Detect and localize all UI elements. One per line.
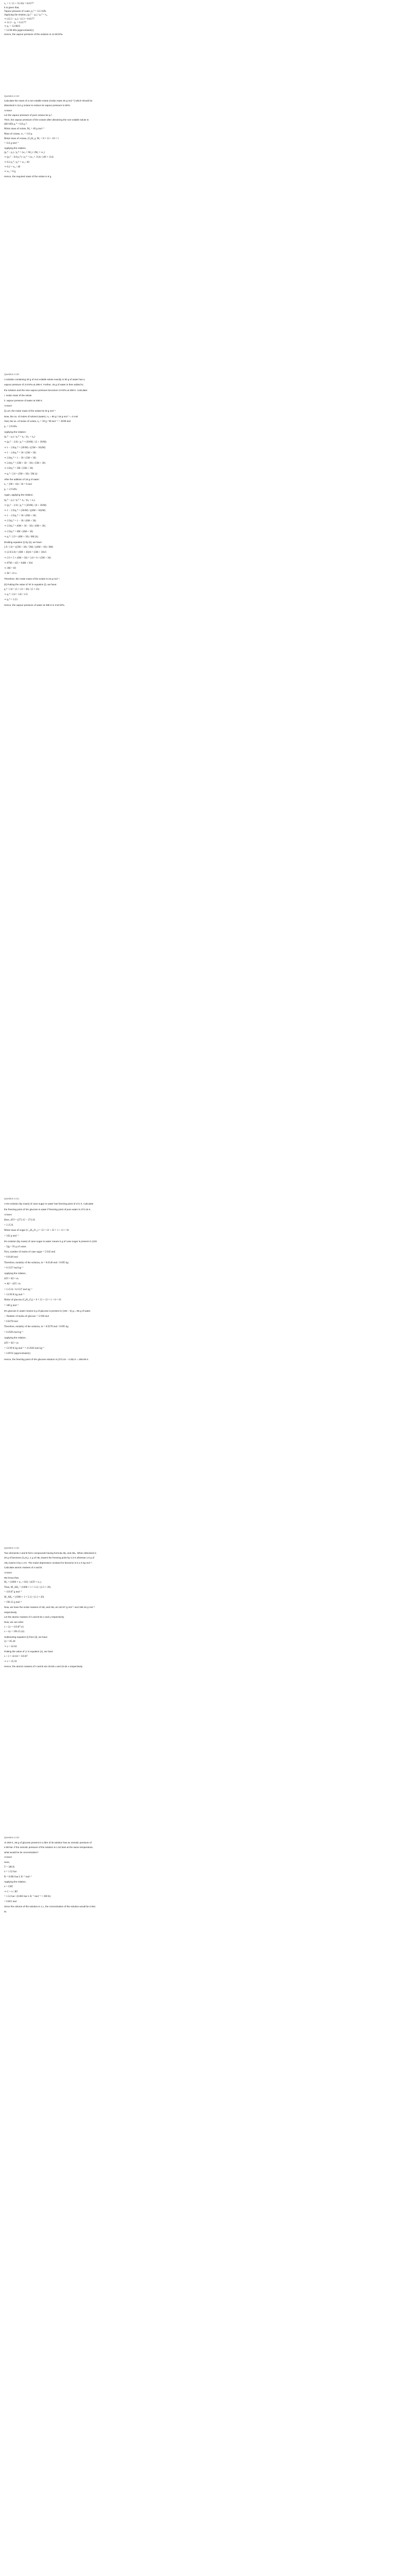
equation-line: p₁ = 2.9 kPa: [4, 488, 17, 492]
text-line: what would be its concentration?: [4, 1851, 39, 1854]
equation-line: x₁ = 1 / (1 + 55.56) = 0.0177: [4, 3, 34, 5]
equation-line: = 13.99 K kg mol⁻¹: [4, 1294, 25, 1297]
section-q222: [4, 1546, 416, 1669]
equation-line: Therefore, molality of the solution, m = 0.0146 mol / 0.095 kg: [4, 1261, 68, 1264]
text-line: Now, we can write:: [4, 1620, 24, 1623]
equation-line: n₁ = (90 + 18) / 18 = 6 mol: [4, 483, 32, 486]
question-heading: Question 2.21:: [4, 1197, 20, 1200]
equation-line: ⇒ C = π / RT: [4, 1890, 18, 1893]
section-q220: [4, 372, 416, 608]
text-line: A solution containing 30 g of non-volatile solute exactly in 90 g of water has a: [4, 378, 85, 381]
equation-line: = 1.52 bar / (0.083 bar L K⁻¹ mol⁻¹ × 300 K): [4, 1895, 51, 1899]
equation-line: ⇒ 0.2 p₁⁰ / p₁⁰ = w₂ / 40: [4, 161, 29, 164]
equation-line: = 110.87 g mol⁻¹: [4, 1591, 22, 1594]
text-line: A 5% solution (by mass) of cane sugar in water has freezing point of 271 K. Calculate: [4, 1202, 94, 1206]
equation-line: ⇒ p₁⁰ / 2.8 = (5M + 30) / 5M (i): [4, 472, 38, 476]
equation-line: ⇒ (p₁⁰ − 0.8 p₁⁰) / p₁⁰ = (w₂ × 114) / (40 × 114): [4, 156, 54, 159]
text-line: Here,: [4, 1860, 10, 1863]
equation-line: ⇒ p₁⁰ / 2.8 = 145 / 115: [4, 593, 28, 596]
text-line: ii. vapour pressure of water at 298 K.: [4, 399, 43, 402]
text-line: Hence, the vapour pressure of the solution is 12.08 kPa.: [4, 33, 63, 36]
equation-line: p₁⁰ / 2.8 = (5 × 23 + 30) / (5 × 23): [4, 588, 40, 591]
equation-line: (p₁⁰ − p₁) / p₁⁰ = n₂ / (n₁ + n₂): [4, 436, 35, 439]
equation-line: 2y = 85.28: [4, 1640, 15, 1643]
text-line: Again, applying the relation:: [4, 494, 33, 497]
equation-line: (80/100) p₁⁰ = 0.8 p₁⁰.: [4, 123, 28, 126]
section-q223: [4, 1835, 416, 1914]
equation-line: T = 300 K: [4, 1866, 15, 1869]
text-line: Then, the vapour pressure of the octane after dissolving the non-volatile solute is: [4, 118, 89, 121]
equation-line: ⇒ 1 − 2.9/p₁⁰ = 30 / (6M + 30): [4, 515, 36, 518]
text-line: Applying the relation:: [4, 431, 26, 434]
equation-line: Therefore, molality of the solution, m = 0.0278 mol / 0.095 kg: [4, 1326, 68, 1329]
equation-line: M₂ = (1000 × w₂ × Kf) / (ΔTf × w₁): [4, 1581, 41, 1584]
text-line: Applying the relation,: [4, 1880, 26, 1884]
answer-label: Answer: [4, 404, 12, 408]
equation-line: ⇒ p₁⁰ = 3.53: [4, 599, 18, 602]
section-q219: [4, 94, 416, 179]
answer-label: Answer: [4, 109, 12, 112]
equation-line: ⇒ Kf = ΔTf / m: [4, 1283, 21, 1286]
equation-line: x + 2y = 110.87 (i): [4, 1625, 24, 1629]
answer-label: Answer: [4, 1856, 12, 1859]
equation-line: ⇒ 2.9/p₁⁰ = 1 − 30 / (6M + 30): [4, 520, 36, 523]
equation-line: ⇒ 87M + 435 = 84M + 504: [4, 562, 33, 565]
section-q221: [4, 1196, 416, 1362]
equation-line: ⇒ (12.3 − p₁) / 12.3 = 0.0177: [4, 18, 34, 21]
equation-line: R = 0.083 bar L K⁻¹ mol⁻¹: [4, 1875, 32, 1878]
equation-line: ∴ Number of moles of glucose = 5/180 mol: [4, 1315, 49, 1318]
text-line: Now, we have the molar masses of AB₂ and AB₄ as 110.87 g mol⁻¹ and 196.15 g mol⁻¹: [4, 1606, 95, 1609]
question-heading: Question 2.20:: [4, 373, 20, 376]
equation-line: Applying the relation, (p₁⁰ − p₁) / p₁⁰ = x₂: [4, 14, 48, 17]
equation-line: ⇒ 3M = 69: [4, 567, 16, 570]
text-line: 4.98 bar. If the osmotic pressure of the solution is 1.52 bars at the same temperature,: [4, 1846, 94, 1849]
equation-line: x + 4y = 196.15 (ii): [4, 1631, 25, 1634]
equation-line: Mass of octane, w₁ = 114 g: [4, 132, 32, 135]
text-line: Calculate atomic masses of A and B.: [4, 1566, 43, 1569]
text-line: Calculate the mass of a non-volatile solute (molar mass 40 g mol⁻¹) which should be: [4, 99, 93, 103]
text-line: Subtracting equation (i) from (ii), we have: [4, 1635, 47, 1638]
text-line: Therefore, the molar mass of the solute is 23 g mol⁻¹.: [4, 578, 60, 581]
text-line: Two elements A and B form compounds having formula AB₂ and AB₄. When dissolved in: [4, 1551, 97, 1554]
text-line: Hence, the freezing point of 5% glucose solution is (273.15 − 4.09) K = 269.06 K.: [4, 1358, 89, 1361]
equation-line: ⇒ (p₁⁰ − 2.9) / p₁⁰ = (30/M) / (6 + 30/M): [4, 504, 47, 507]
question-heading: Question 2.22:: [4, 1547, 20, 1549]
text-line: the freezing point of 5% glucose in water if freezing point of pure water is 273.15 K.: [4, 1208, 91, 1211]
equation-line: Molar mass of octane, (C₈H₁₈), M₁ = 8 × 12 + 18 × 1: [4, 137, 59, 140]
text-line: Applying the relation,: [4, 1336, 26, 1340]
equation-line: ⇒ 2.8/p₁⁰ = 5M / (5M + 30): [4, 467, 33, 470]
text-line: Hence, the atomic masses of A and B are 25.59 u and 42.64 u respectively.: [4, 1665, 83, 1668]
text-line: AB₄ lowers it by 1.3 K. The molar depression constant for benzene is 5.1 K kg mol⁻¹.: [4, 1561, 93, 1564]
equation-line: ⇒ 1 − 2.8/p₁⁰ = 30 / (5M + 30): [4, 451, 36, 454]
equation-line: = 196.15 g mol⁻¹: [4, 1601, 22, 1604]
equation-line: Here, ΔTf = (273.15 − 271) K: [4, 1218, 36, 1222]
text-line: 5% glucose in water means 5 g of glucose is present in (100 − 5) g = 95 g of water.: [4, 1310, 91, 1313]
equation-line: ΔTf = Kf × m: [4, 1277, 19, 1280]
equation-line: (p₁⁰ − p₁) / p₁⁰ = (w₂ × M₁) / (M₂ × w₁): [4, 151, 45, 155]
equation-line: ⇒ 1 − 2.8/p₁⁰ = (30/M) / ((5M + 30)/M): [4, 446, 46, 449]
equation-line: Then, M_AB₂ = (1000 × 1 × 5.1) / (2.3 × 20): [4, 1586, 51, 1589]
equation-line: ⇒ 1 − 2.9/p₁⁰ = (30/M) / ((6M + 30)/M): [4, 509, 46, 512]
equation-line: = 0.061 mol: [4, 1900, 17, 1903]
equation-line: Molar mass of solute, M₂ = 40 g mol⁻¹: [4, 128, 45, 131]
answer-label: Answer: [4, 1213, 12, 1216]
text-line: (ii) Putting the value of 'M' in equation (i), we have:: [4, 583, 57, 586]
text-line: At 300 K, 36 g of glucose present in a litre of its solution has an osmotic pressure of: [4, 1841, 92, 1844]
equation-line: = 0.0146 mol: [4, 1256, 18, 1259]
text-line: (i) Let, the molar mass of the solute be M g mol⁻¹: [4, 410, 56, 413]
equation-line: M_AB₄ = (1000 × 1 × 5.1) / (1.3 × 20): [4, 1596, 44, 1599]
equation-line: ⇒ 12.3 − p₁ = 0.2177: [4, 21, 26, 24]
equation-line: ⇒ x = 25.59: [4, 1660, 17, 1663]
text-line: i. molar mass of the solute: [4, 394, 32, 397]
equation-line: = 342 g mol⁻¹: [4, 1234, 19, 1238]
equation-line: = 0.0278 mol: [4, 1320, 18, 1323]
equation-line: ⇒ M = 23 u: [4, 572, 16, 575]
text-line: M.: [4, 1910, 7, 1913]
text-line: vapour pressure of 2.8 kPa at 298 K. Further, 18 g of water is then added to: [4, 383, 83, 386]
text-line: Let the vapour pressure of pure octane be p₁⁰.: [4, 113, 53, 116]
text-line: the solution and the new vapour pressure becomes 2.9 kPa at 298 K. Calculate:: [4, 388, 88, 392]
equation-line: = 0.2926 mol kg⁻¹: [4, 1331, 24, 1334]
equation-line: ⇒ p₁⁰ / 2.9 = (6M + 30) / 6M (ii): [4, 535, 38, 538]
equation-line: And, the no. of moles of solute, n₂ = 30 g / M mol⁻¹ = 30/M mol: [4, 420, 71, 423]
equation-line: ⇒ 2.9/p₁⁰ = 6M / (6M + 30): [4, 530, 33, 533]
section-q218-tail: [4, 2, 416, 37]
text-line: Applying the relation,: [4, 1272, 26, 1275]
question-heading: Question 2.23:: [4, 1836, 20, 1839]
equation-line: p₁ = 2.8 kPa: [4, 425, 17, 428]
equation-line: ⇒ p₁ = 12.0823: [4, 25, 21, 28]
text-line: 20 g of benzene (C₆H₆), 1 g of AB₂ lowers the freezing point by 2.3 K whereas 1.0 g of: [4, 1556, 95, 1560]
answer-label: Answer: [4, 1571, 12, 1574]
equation-line: ⇒ (2.9/2.8) × (6M + 30)/6 = (5M + 30)/5: [4, 551, 47, 554]
equation-line: = 180 g mol⁻¹: [4, 1304, 19, 1307]
equation-line: Now, number of moles of cane sugar = 5/342 mol: [4, 1250, 56, 1253]
equation-line: Molar of glucose (C₆H₁₂O₆) = 6 × 12 + 12 × 1 + 6 × 16: [4, 1299, 61, 1302]
equation-line: = 4.09 K (approximately): [4, 1352, 31, 1355]
equation-line: 2.9 / 2.8 = ((5M + 30) / 5M) / ((6M + 30) / 6M): [4, 546, 54, 549]
text-line: respectively.: [4, 1611, 18, 1614]
text-line: Now, the no. of moles of solvent (water), n₁ = 90 g / 18 g mol⁻¹ = 5 mol: [4, 415, 78, 418]
equation-line: = 12.08 kPa (approximately): [4, 29, 34, 32]
equation-line: ⇒ (p₁⁰ − 2.8) / p₁⁰ = (30/M) / (5 + 30/M): [4, 441, 47, 444]
equation-line: x + 2 × 42.64 = 110.87: [4, 1655, 28, 1658]
equation-line: = 2.15 K / 0.1537 mol kg⁻¹: [4, 1288, 32, 1291]
text-line: Putting the value of 'y' in equation (1), we have: [4, 1650, 53, 1653]
equation-line: = 0.1537 mol kg⁻¹: [4, 1267, 24, 1270]
equation-line: ΔTf = Kf × m: [4, 1342, 19, 1345]
equation-line: ⇒ 0.2 = w₂ / 40: [4, 165, 21, 168]
text-line: Applying the relation,: [4, 147, 26, 150]
equation-line: ⇒ w₂ = 8 g: [4, 171, 16, 173]
question-heading: Question 2.19:: [4, 95, 20, 97]
equation-line: ⇒ 2.8/p₁⁰ = 1 − 30 / (5M + 30): [4, 457, 36, 460]
text-line: Dividing equation (i) by (ii), we have:: [4, 541, 43, 544]
text-line: Since the volume of the solution is 1 L, the concentration of the solution would be 0.061: [4, 1905, 96, 1908]
equation-line: Vapour pressure of water, p₁⁰ = 12.3 kPa: [4, 10, 46, 13]
text-line: It is given that,: [4, 6, 20, 9]
equation-line: π = 1.52 bar: [4, 1871, 17, 1874]
text-line: Let the atomic masses of A and B be x and y respectively.: [4, 1616, 65, 1619]
equation-line: − 5)g = 95 g of water.: [4, 1245, 27, 1248]
equation-line: ⇒ 2.9 × 5 × (6M + 30) = 2.8 × 6 × (5M + 30): [4, 556, 51, 560]
equation-line: ⇒ y = 42.64: [4, 1645, 17, 1648]
equation-line: π = CRT: [4, 1885, 13, 1888]
text-line: After the addition of 18 g of water:: [4, 478, 40, 481]
equation-line: ⇒ 2.8/p₁⁰ = (5M + 30 − 30) / (5M + 30): [4, 462, 46, 465]
text-line: dissolved in 114 g octane to reduce its vapour pressure to 80%.: [4, 104, 71, 107]
equation-line: = 114 g mol⁻¹: [4, 142, 19, 145]
equation-line: (p₁⁰ − p₁) / p₁⁰ = n₂ / (n₁ + n₂): [4, 499, 35, 502]
equation-line: = 2.15 K: [4, 1224, 13, 1227]
equation-line: ⇒ 2.9/p₁⁰ = (6M + 30 − 30) / (6M + 30): [4, 525, 46, 528]
equation-line: = 13.99 K kg mol⁻¹ × 0.2926 mol kg⁻¹: [4, 1347, 45, 1350]
text-line: Hence, the vapour pressure of water at 298 K is 3.53 kPa.: [4, 604, 65, 607]
text-line: We know that,: [4, 1576, 20, 1579]
text-line: 5% solution (by mass) of cane sugar in water means 5 g of cane sugar is present in (100: [4, 1240, 97, 1243]
equation-line: Molar mass of sugar (C₁₂H₂₂O₁₁) = 12 × 12 + 22 × 1 + 11 × 16: [4, 1229, 69, 1232]
text-line: Hence, the required mass of the solute is 8 g.: [4, 175, 52, 178]
